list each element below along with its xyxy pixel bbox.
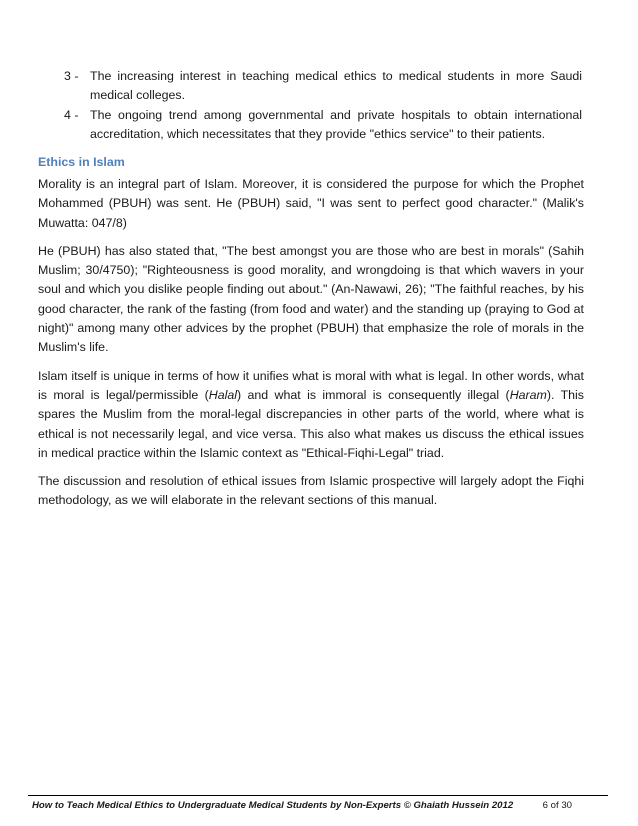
paragraph-text: ) and what is immoral is consequently illegal ( (237, 387, 510, 402)
footer-title: How to Teach Medical Ethics to Undergraduate Medical Students by Non-Experts © Ghaiath Hussein 2012 (32, 800, 514, 811)
term-haram: Haram (509, 387, 547, 402)
ethics-in-islam-section (38, 153, 584, 520)
list-item-text: The ongoing trend among governmental and private hospitals to obtain international accreditation, which necessitates that they provide "ethics service" to their patients. (90, 108, 582, 141)
paragraph-morality: Morality is an integral part of Islam. Moreover, it is considered the purpose for which the Prophet Mohammed (PBUH) was sent. He (PBUH) said, "I was sent to perfect good character." (Malik's Muwatta: 047/8) (38, 177, 584, 230)
section-heading: Ethics in Islam (38, 155, 125, 169)
list-item-number: 4 - (64, 108, 79, 122)
paragraph-text: Islam itself is unique in terms of how it unifies what is moral with what is legal. In other words, what is moral is legal/permissible ( (38, 368, 584, 402)
list-item (64, 106, 582, 144)
list-item-number: 3 - (64, 69, 79, 83)
list-item (64, 67, 582, 105)
list-item-text: The increasing interest in teaching medical ethics to medical students in more Saudi medical colleges. (90, 69, 582, 102)
page-footer (32, 800, 608, 811)
page-number: 6 of 30 (542, 800, 572, 811)
footer-divider (28, 795, 608, 796)
term-halal: Halal (208, 387, 237, 402)
paragraph-moral-legal (38, 367, 584, 463)
numbered-list (64, 67, 582, 144)
paragraph-hadith: He (PBUH) has also stated that, "The best amongst you are those who are best in morals" (Sahih Muslim; 30/4750); "Righteousness is good morality, and wrongdoing is that which wavers in your soul and which you dislike people finding out about." (An-Nawawi, 26); "The faithful reaches, by his good character, the rank of the fasting (from food and water) and the standing up (praying to God at night)" among many other advices by the prophet (PBUH) that emphasize the role of morals in the Muslim's life. (38, 243, 584, 355)
paragraph-fiqhi: The discussion and resolution of ethical issues from Islamic prospective will largely adopt the Fiqhi methodology, as we will elaborate in the relevant sections of this manual. (38, 474, 584, 508)
paragraph-text: ). This spares the Muslim from the moral-legal discrepancies in other parts of the world, where what is ethical is not necessarily legal, and vice versa. This also what makes us discuss the ethical issues in medical practice within the Islamic context as "Ethical-Fiqhi-Legal" triad. (38, 387, 584, 460)
